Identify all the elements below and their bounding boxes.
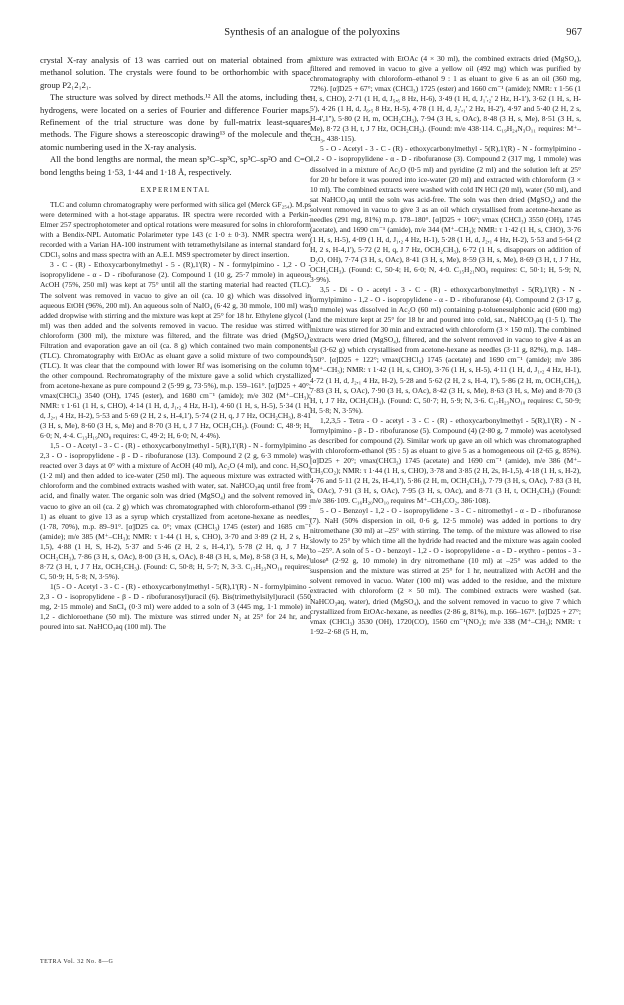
running-title: Synthesis of an analogue of the polyoxins	[224, 27, 400, 38]
paragraph: 3,5 - Di - O - acetyl - 3 - C - (R) - ethoxycarbonylmethyl - 5(R),1'(R) - N - formylpimino - 1,2 - O - isopropylidene - α - D - ribofuranose (4). Compound 2 (3·17 g, 10 mmole) was dissolved in Ac₂O (60 ml) containing p-toluenesulphonic acid (600 mg) and the mixture kept at 25° for 18 hr and poured into cold, sat., NaHCO₃aq (1·5 l). The mixture was stirred for 30 min and extracted with chloroform (3 × 150 ml). The combined extracts were dried (MgSO₄), filtered, and the solvent removed in vacuo to give 4 as an oil (3·62 g) which crystallised from acetone-hexane as needles (3·11 g, 82%), m.p. 148–150°. [α]D25 + 122°; νmax(CHCl₃) 1745 (acetate) and 1690 cm⁻¹ (amide); m/e 386 (M⁺–CH₃); NMR: τ 1·42 (1 H, s, CHO), 3·76 (1 H, s, H-5), 4·11 (1 H, d, J₁,₂ 4 Hz, H-1), 4·72 (1 H, d, J₂,₁ 4 Hz, H-2), 5·28 and 5·62 (2 H, 2 s, H-4, 1'), 5·86 (2 H, m, OCH₂CH₃), 7·83 (3 H, s, OAc), 7·90 (3 H, s, OAc), 8·42 (3 H, s, Me), 8·63 (3 H, s, Me) and 8·70 (3 H, t, J 7 Hz, OCH₂CH₃). (Found: C, 50·7; H, 5·9; N, 3·6. C₁₇H₂₃NO₁₀ requires: C, 50·9; H, 5·8; N, 3·5%).	[310, 285, 581, 415]
paragraph: 5 - O - Benzoyl - 1,2 - O - isopropylidene - 3 - C - nitromethyl - α - D - ribofuranose (7). NaH (50% dispersion in oil, 0·6 g, 12·5 mmole) was added in portions to dry nitromethane (30 ml) at –25° with stirring. The temp. of the mixture was allowed to rise slowly to 25° by which time all the hydride had reacted and the mixture was again cooled to –25°. A soln of 5 - O - benzoyl - 1,2 - O - isopropylidene - α - D - erythro - pentos - 3 - ulose⁸ (2·92 g, 10 mmole) in dry nitromethane (10 ml) at –25° was added to the suspension and the mixture was stirred at 25° for 1 hr, neutralized with AcOH and the solvent removed in vacuo. Water (100 ml) was added to the residue, and the mixture extracted with chloroform (2 × 50 ml). The combined extracts were washed (sat. NaHCO₃aq, water), dried (MgSO₄), and the solvent removed in vacuo to give 7 which crystallized from EtOAc-hexane, as needles (2·86 g, 81%), m.p. 166–167°. [α]D25 + 27°; νmax (CHCl₃) 3530 (OH), 1720(CO), 1560 cm⁻¹(NO₂); m/e 338 (M⁺–CH₃); NMR: τ 1·92–2·68 (5 H, m,	[310, 506, 581, 636]
paragraph: mixture was extracted with EtOAc (4 × 30 ml), the combined extracts dried (MgSO₄), filtered and removed in vacuo to give a yellow oil (492 mg) which was purified by chromatography with chloroform–ethanol 9 : 1 as eluant to give 6 as an oil (360 mg, 72%). [α]D25 + 67°; νmax (CHCl₃) 1725 (ester) and 1660 cm⁻¹ (amide); NMR: τ 1·56 (1 H, s, CHO), 2·71 (1 H, d, J₅,₆ 8 Hz, H-6), 3·49 (1 H, d, J₁',₂' 2 Hz, H-1'), 3·62 (1 H, s, H-5'), 4·26 (1 H, d, J₆,₅ 8 Hz, H-5), 4·78 (1 H, d, J₂',₁' 2 Hz, H-2'), 4·97 and 5·40 (2 H, 2 s, H-4',1''), 5·80 (2 H, m, OCH₂CH₃), 7·94 (3 H, s, OAc), 8·48 (3 H, s, Me), 8·51 (3 H, s, Me), 8·72 (3 H, t, J 7 Hz, OCH₂CH₃). (Found: m/e 438·114. C₁₉H₂₄N₃O₁₁ requires: M⁺–CH₃, 438·115).	[310, 54, 581, 144]
paragraph: 1(5 - O - Acetyl - 3 - C - (R) - ethoxycarbonylmethyl - 5(R),1'(R) - N - formylpimino - 2,3 - O - isopropylidene - β - D - ribofuranosyl)uracil (6). Bis(trimethylsilyl)uracil (550 mg, 2·15 mmole) and SnCl₄ (0·3 ml) were added to a soln of 3 (445 mg, 1·1 mmole) in 1,2 - dichloroethane (50 ml). The mixture was stirred under N₂ at 25° for 24 hr, and poured into sat. NaHCO₃aq (100 ml). The	[40, 581, 311, 632]
page-number: 967	[566, 27, 582, 38]
page-header	[0, 27, 624, 43]
paragraph: crystal X-ray analysis of 13 was carried out on material obtained from a methanol solution. The crystals were found to be orthorhombic with space group P2₁2₁2₁.	[40, 55, 311, 90]
paragraph: 1,2,3,5 - Tetra - O - acetyl - 3 - C - (R) - ethoxycarbonylmethyl - 5(R),1'(R) - N - formylpimino - β - D - ribofuranose (5). Compound (4) (2·80 g, 7 mmole) was acetolysed as described for compound (2). Similar work up gave an oil which was chromatographed with chloroform-ethanol (95 : 5) as eluant to give 5 as a homogeneous oil (2·65 g, 85%). [α]D25 + 20°; νmax(CHCl₃) 1745 (acetate) and 1690 cm⁻¹ (amide), m/e 386 (M⁺–CH₃CO₂); NMR: τ 1·44 (1 H, s, CHO), 3·78 and 3·85 (2 H, 2s, H-1,5), 4·18 (1 H, s, H-2), 4·76 and 5·11 (2 H, 2s, H-4,1'), 5·86 (2 H, m, OCH₂CH₃), 7·79 (3 H, s, OAc), 7·83 (3 H, s, OAc), 7·91 (3 H, s, OAc), 7·95 (3 H, s, OAc), and 8·71 (3 H, t, OCH₂CH₃) (Found: m/e 386·109. C₁₆H₂₀NO₁₀ requires M⁺–CH₃CO₂, 386·108).	[310, 415, 581, 506]
left-column	[40, 54, 311, 632]
paragraph: All the bond lengths are normal, the mean sp³C–sp³C, sp³C–sp²O and C=O bond lengths being 1·53, 1·44 and 1·18 Å, respectively.	[40, 154, 311, 177]
paragraph: TLC and column chromatography were performed with silica gel (Merck GF₂₅₄). M.ps were determined with a hot-stage apparatus. IR spectra were recorded with a Perkin-Elmer 257 spectrophotometer and optical rotations were measured for solns in chloroform with a Bendix-NPL Automatic Polarimeter type 143 (c 1·0 ± 0·3). NMR spectra were recorded with a Varian HA-100 instrument with tetramethylsilane as internal standard for CDCl₃ solns and mass spectra with an A.E.I. MS9 spectrometer by direct insertion.	[40, 200, 311, 260]
paragraph: The structure was solved by direct methods.¹² All the atoms, including the hydrogens, were located on a series of Fourier and difference Fourier maps. Refinement of the trial structure was done by full-matrix least-squares methods. The Figure shows a stereoscopic drawing¹³ of the molecule and the atomic numbering used in the X-ray analysis.	[40, 92, 311, 152]
right-column	[310, 54, 581, 637]
paragraph: 3 - C - (R) - Ethoxycarbonylmethyl - 5 - (R),1'(R) - N - formylpimino - 1,2 - O - isopropylidene - α - D - ribofuranose (2). Compound 1 (10 g, 25·7 mmole) in aqueous AcOH (75%, 250 ml) was kept at 75° until all the starting material had reacted (TLC). The solvent was removed in vacuo to give an oil (ca. 10 g) which was dissolved in aqueous EtOH (96%, 200 ml). An aqueous soln of NaIO₄ (6·42 g, 30 mmole, 100 ml) was added dropwise with stirring and the mixture was kept at 25° for 18 hr. Ethylene glycol (1 ml) was then added and the solvents removed in vacuo. The residue was stirred with chloroform (300 ml), the mixture was filtered, and the filtrate was dried (MgSO₄). Filtration and evaporation gave an oil (ca. 8 g) which contained two main components (TLC). Chromatography with EtOAc as eluant gave a solid mixture of two compounds (TLC). It was clear that the compound with lower Rf was isomerising on the column to the other compound. Rechromatography of the mixture gave a solid which crystallized from acetone-hexane as pure compound 2 (5·99 g, 73·5%), m.p. 159–161°. [α]D25 + 40°; νmax(CHCl₃) 3540 (OH), 1745 (ester), and 1680 cm⁻¹ (amide); m/e 302 (M⁺–CH₃); NMR: τ 1·61 (1 H, s, CHO), 4·14 (1 H, d, J₁,₂ 4 Hz, H-1), 4·60 (1 H, s, H-5), 5·34 (1 H, d, J₂,₁ 4 Hz, H-2), 5·53 and 5·69 (2 H, 2 s, H-4,1'), 5·74 (2 H, q, J 7 Hz, OCH₂CH₃), 8·41 (3 H, s, Me), 8·60 (3 H, s, Me) and 8·70 (3 H, t, J 7 Hz, OCH₂CH₃). (Found: C, 48·9; H, 6·0; N, 4·4. C₁₃H₁₉NO₈ requires: C, 49·2; H, 6·0; N, 4·4%).	[40, 260, 311, 441]
footer-journal-ref: TETRA Vol. 32 No. 8—G	[40, 959, 114, 965]
paragraph: 1,5 - O - Acetyl - 3 - C - (R) - ethoxycarbonylmethyl - 5(R),1'(R) - N - formylpimino - 2,3 - O - isopropylidene - β - D - ribofuranose (13). Compound 2 (2 g, 6·3 mmole) was reacted over 3 days at 0° with a mixture of AcOH (40 ml), Ac₂O (4 ml), and conc. H₂SO₄ (1·2 ml) and then added to ice-water (250 ml). The aqueous mixture was extracted with chloroform and the combined extracts washed with water, sat. NaHCO₃aq until free from acid, and finally water. The organic soln was dried (MgSO₄) and the solvent removed in vacuo to give an oil (ca. 2 g) which was chromatographed with chloroform-ethanol (99 : 1) as eluant to give 13 as a syrup which crystallized from acetone-hexane as needles, (1·78, 70%), m.p. 89–91°. [α]D25 ca. 0°; νmax (CHCl₃) 1745 (ester) and 1685 cm⁻¹ (amide); m/e 385 (M⁺–CH₃); NMR: τ 1·44 (1 H, s, CHO), 3·70 and 3·89 (2 H, 2 s, H-1,5), 4·88 (1 H, S, H-2), 5·37 and 5·46 (2 H, 2 s, H-4,1'), 5·78 (2 H, q, J 7 Hz, OCH₂CH₃), 7·86 (3 H, s, OAc), 8·00 (3 H, s, OAc), 8·48 (3 H, s, Me), 8·58 (3 H, s, Me), 8·72 (3 H, t, J 7 Hz, OCH₂CH₃). (Found: C, 50·8; H, 5·7; N, 3·3. C₁₇H₂₃NO₁₀ requires: C, 50·9; H, 5·8; N, 3·5%).	[40, 441, 311, 581]
paragraph: 5 - O - Acetyl - 3 - C - (R) - ethoxycarbonylmethyl - 5(R),1'(R) - N - formylpimino - 1,2 - O - isopropylidene - α - D - ribofuranose (3). Compound 2 (317 mg, 1 mmole) was dissolved in a mixture of Ac₂O (0·5 ml) and pyridine (2 ml) and the solution left at 25° for 20 hr before it was poured into ice-water (20 ml) and extracted with chloroform (3 × 10 ml). The combined extracts were washed with cold IN HCl (20 ml), water (50 ml), and sat NaHCO₃aq until the soln was acid-free. The soln was then dried (MgSO₄) and the solvent removed in vacuo to give 3 as an oil which crystallised from acetone-hexane as needles (291 mg, 81%) m.p. 178–180°. [α]D25 + 106°; νmax (CHCl₃) 3550 (OH), 1745 (acetate), and 1690 cm⁻¹ (amide), m/e 344 (M⁺–CH₃); NMR: τ 1·42 (1 H, s, CHO), 3·76 (1 H, s, H-5), 4·09 (1 H, d, J₁,₂ 4 Hz, H-1), 5·28 (1 H, d, J₂,₁ 4 Hz, H-2), 5·53 and 5·64 (2 H, 2 s, H-4,1'), 5·72 (2 H, q, J 7 Hz, OCH₂CH₃), 6·72 (1 H, s, disappears on addition of D₂O, OH), 7·74 (3 H, s, OAc), 8·41 (3 H, s, Me), 8·59 (3 H, s, Me), 8·69 (3 H, t, J 7 Hz, OCH₂CH₃). (Found: C, 50·4; H, 6·0; N, 4·0. C₁₅H₂₁NO₉ requires: C, 50·1; H, 5·9; N, 3·9%).	[310, 144, 581, 285]
section-heading-experimental: EXPERIMENTAL	[140, 186, 211, 195]
